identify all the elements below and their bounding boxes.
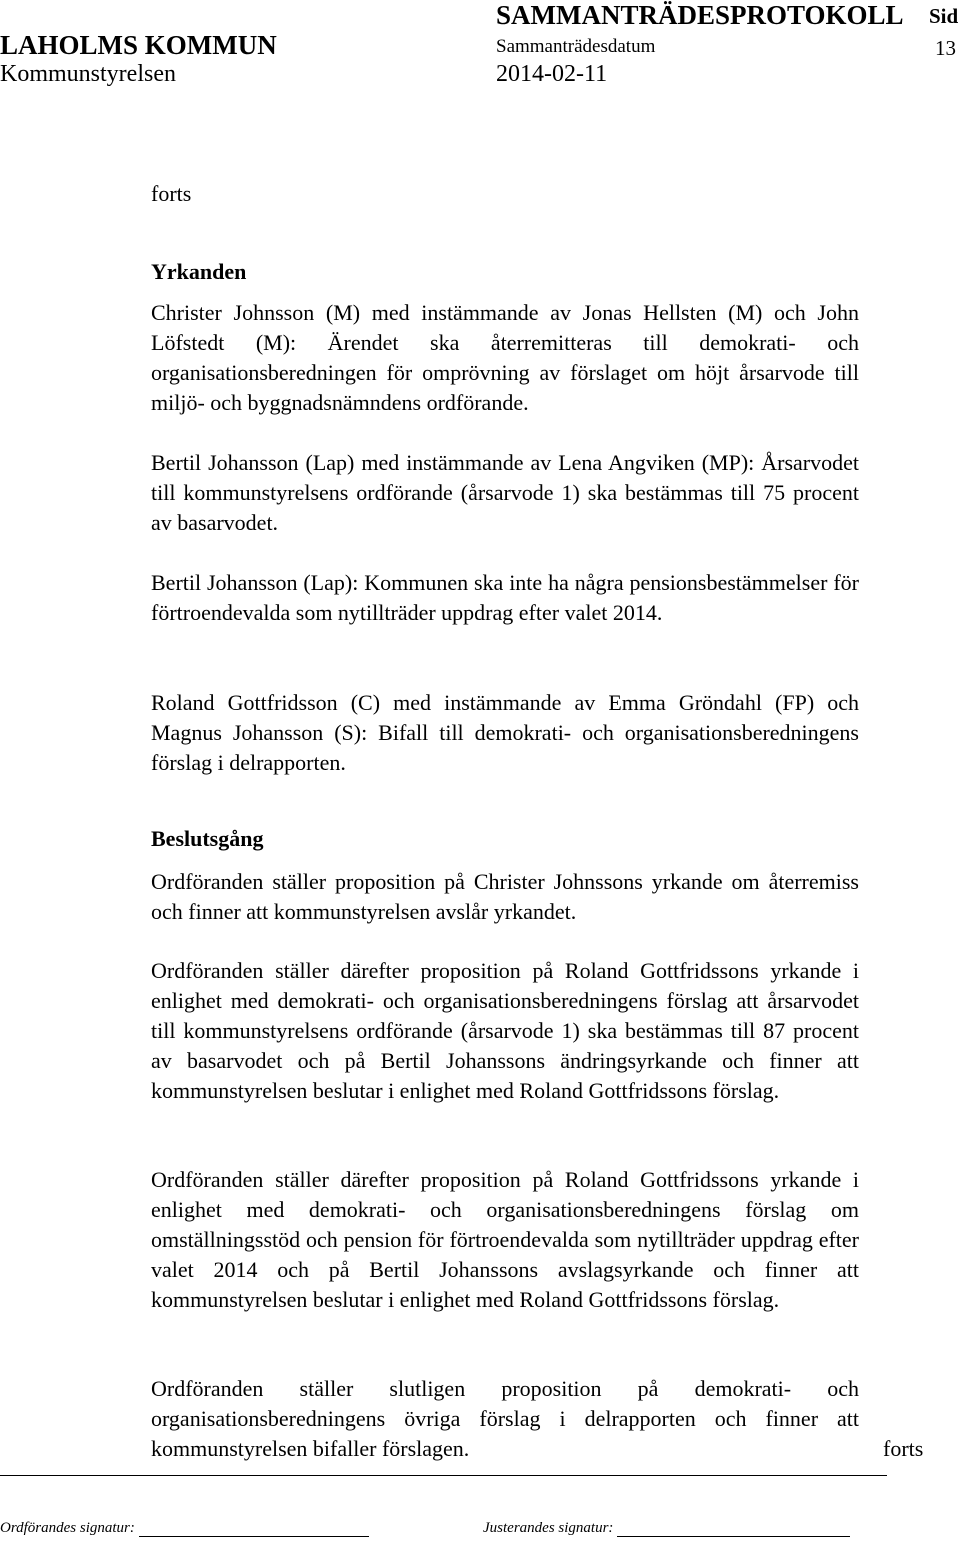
meeting-date: 2014-02-11 <box>496 61 608 87</box>
adjuster-signature-label: Justerandes signatur: <box>483 1520 614 1536</box>
chair-signature-line <box>139 1522 369 1537</box>
page-number: 13 <box>935 36 956 60</box>
date-label: Sammanträdesdatum <box>496 36 656 57</box>
footer-divider <box>0 1475 887 1476</box>
motion-paragraph <box>151 298 859 418</box>
motion-paragraph <box>151 568 859 628</box>
paragraph-text: Ordföranden ställer slutligen proposition på demokrati- och organisationsberedningens övriga förslag i delrapporten och finner att kommunstyrelsen bifaller förslagen. <box>151 1376 859 1461</box>
chair-signature-label: Ordförandes signatur: <box>0 1520 135 1536</box>
paragraph-text: Ordföranden ställer därefter proposition på Roland Gottfridssons yrkande i enlighet med demokrati- och organisationsberedningens förslag att årsarvodet till kommunstyrelsens ordförande (årsarvode 1) ska bestämmas till 87 procent av basarvodet och på Bertil Johanssons ändringsyrkande och finner att kommunstyrelsen beslutar i enlighet med Roland Gottfridssons förslag. <box>151 958 859 1103</box>
adjuster-signature <box>483 1520 850 1537</box>
continued-marker-top: forts <box>151 181 192 206</box>
paragraph-text: Bertil Johansson (Lap) med instämmande av Lena Angviken (MP): Årsarvodet till kommunstyrelsens ordförande (årsarvode 1) ska bestämmas till 75 procent av basarvodet. <box>151 450 859 535</box>
decision-paragraph <box>151 1374 859 1464</box>
heading-beslutsgang: Beslutsgång <box>151 826 264 852</box>
continued-marker-bottom: forts <box>883 1436 924 1461</box>
motion-paragraph <box>151 688 859 778</box>
paragraph-text: Bertil Johansson (Lap): Kommunen ska inte ha några pensionsbestämmelser för förtroendevalda som nytillträder uppdrag efter valet 2014. <box>151 570 859 625</box>
paragraph-text: Ordföranden ställer proposition på Christer Johnssons yrkande om återremiss och finner att kommunstyrelsen avslår yrkandet. <box>151 869 859 924</box>
motion-paragraph <box>151 448 859 538</box>
heading-yrkanden: Yrkanden <box>151 259 247 285</box>
document-type: SAMMANTRÄDESPROTOKOLL <box>496 0 904 30</box>
page-label: Sid <box>929 4 959 28</box>
decision-paragraph <box>151 1165 859 1315</box>
paragraph-text: Ordföranden ställer därefter proposition på Roland Gottfridssons yrkande i enlighet med demokrati- och organisationsberedningens förslag om omställningsstöd och pension för förtroendevalda som nytillträder uppdrag efter valet 2014 och på Bertil Johanssons avslagsyrkande och finner att kommunstyrelsen beslutar i enlighet med Roland Gottfridssons förslag. <box>151 1167 859 1312</box>
organization-name: LAHOLMS KOMMUN <box>0 30 277 60</box>
adjuster-signature-line <box>617 1522 850 1537</box>
decision-paragraph <box>151 956 859 1106</box>
paragraph-text: Roland Gottfridsson (C) med instämmande av Emma Gröndahl (FP) och Magnus Johansson (S): Bifall till demokrati- och organisationsberedningens förslag i delrapporten. <box>151 690 859 775</box>
paragraph-text: Christer Johnsson (M) med instämmande av Jonas Hellsten (M) och John Löfstedt (M): Ärendet ska återremitteras till demokrati- och organisationsberedningen för omprövning av förslaget om höjt årsarvode till miljö- och byggnadsnämndens ordförande. <box>151 300 859 415</box>
board-name: Kommunstyrelsen <box>0 61 176 87</box>
chair-signature <box>0 1520 369 1537</box>
decision-paragraph <box>151 867 859 927</box>
